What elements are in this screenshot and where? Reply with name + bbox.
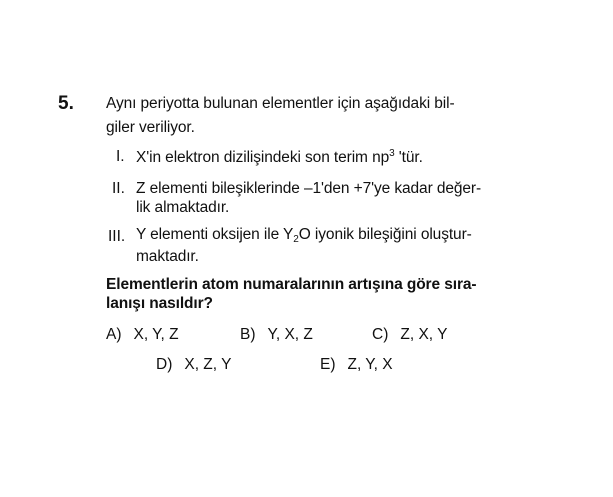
option-b[interactable] xyxy=(240,326,313,344)
statement-1-superscript: 3 xyxy=(389,148,395,159)
statement-2-line-1: Z elementi bileşiklerinde –1'den +7'ye kadar değer- xyxy=(136,180,482,197)
question-stem-line-2: giler veriliyor. xyxy=(106,119,195,136)
question-prompt-line-1: Elementlerin atom numaralarının artışına göre sıra- xyxy=(106,276,477,293)
statement-3-line-1 xyxy=(136,226,472,245)
statement-2-numeral: II. xyxy=(112,180,125,197)
statement-3-numeral: III. xyxy=(108,228,126,245)
question-stem-line-1: Aynı periyotta bulunan elementler için aşağıdaki bil- xyxy=(106,95,455,112)
option-d[interactable] xyxy=(156,356,231,374)
statement-2-line-2: lik almaktadır. xyxy=(136,199,230,216)
option-d-text: X, Z, Y xyxy=(184,356,232,373)
option-c[interactable] xyxy=(372,326,447,344)
statement-1-text xyxy=(136,148,423,167)
statement-3-line-2: maktadır. xyxy=(136,248,199,265)
option-e-text: Z, Y, X xyxy=(347,356,393,373)
option-e[interactable] xyxy=(320,356,393,374)
option-e-label: E) xyxy=(320,356,336,373)
option-c-label: C) xyxy=(372,326,389,343)
option-a-label: A) xyxy=(106,326,122,343)
option-a[interactable] xyxy=(106,326,179,344)
statement-1-text-main: X'in elektron dizilişindeki son terim np xyxy=(136,149,390,166)
option-b-text: Y, X, Z xyxy=(267,326,313,343)
option-a-text: X, Y, Z xyxy=(133,326,179,343)
question-prompt-line-2: lanışı nasıldır? xyxy=(106,295,213,312)
question-number: 5. xyxy=(58,93,74,114)
statement-3-subscript: 2 xyxy=(293,234,299,245)
option-d-label: D) xyxy=(156,356,173,373)
statement-1-numeral: I. xyxy=(116,148,125,165)
option-c-text: Z, X, Y xyxy=(400,326,448,343)
statement-3-text-main: Y elementi oksijen ile Y xyxy=(136,226,294,243)
statement-1-text-end: 'tür. xyxy=(394,149,423,166)
option-b-label: B) xyxy=(240,326,256,343)
statement-3-text-end: O iyonik bileşiğini oluştur- xyxy=(298,226,472,243)
